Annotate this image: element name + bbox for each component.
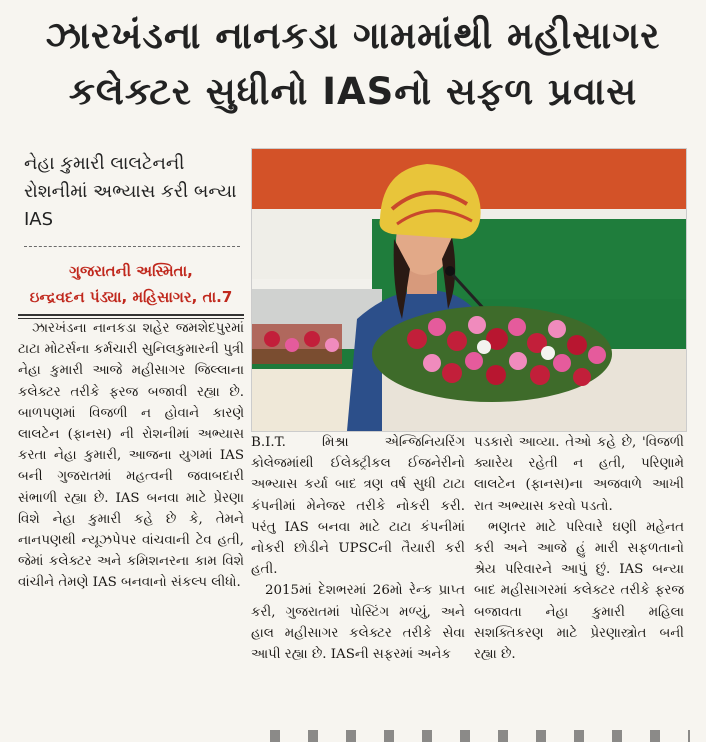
column-3-paragraph-1: પડકારો આવ્યા. તેઓ કહે છે, 'વિજળી ક્યારેય રહેતી ન હતી, પરિણામે લાલટેન (ફાનસ)ના અજવાળે આખી રાત અભ્યાસ કરવો પડતો. bbox=[474, 435, 684, 514]
byline-divider bbox=[18, 314, 244, 316]
article-column-3 bbox=[474, 432, 684, 665]
article-column-2 bbox=[251, 432, 465, 665]
speaker-photo bbox=[251, 148, 687, 432]
article-column-1 bbox=[18, 318, 244, 594]
byline-line-2: ઇન્દ્રવદન પંડ્યા, મહિસાગર, તા.7 bbox=[29, 288, 233, 306]
headline-line-1: ઝારખંડના નાનકડા ગામમાંથી મહીસાગર bbox=[45, 14, 661, 57]
column-2-paragraph-2: 2015માં દેશભરમાં 26મો રેન્ક પ્રાપ્ત કરી, ગુજરાતમાં પોસ્ટિંગ મળ્યું, અને હાલ મહીસાગર કલેક્ટર તરીકે સેવા આપી રહ્યા છે. IASની સફરમાં અનેક bbox=[251, 583, 465, 663]
column-2-paragraph-1: B.I.T. મિશ્રા એન્જિનિયરિંગ કોલેજમાંથી ઈલેક્ટ્રીકલ ઈજનેરીનો અભ્યાસ કર્યા બાદ ત્રણ વર્ષ સુધી ટાટા કંપનીમાં મેનેજર તરીકે નોકરી કરી. પરંતુ IAS બનવા માટે ટાટા કંપનીમાં નોકરી છોડીને UPSCની તૈયારી કરી હતી. bbox=[251, 435, 465, 578]
byline bbox=[18, 258, 244, 310]
deck-subheadline: નેહા કુમારી લાલટેનની રોશનીમાં અભ્યાસ કરી બન્યા IAS bbox=[24, 153, 237, 230]
deck-divider bbox=[24, 246, 240, 247]
headline bbox=[8, 8, 698, 120]
byline-line-1: ગુજરાતની અસ્મિતા, bbox=[69, 262, 193, 280]
headline-line-2: કલેક્ટર સુધીનો IASનો સફળ પ્રવાસ bbox=[68, 70, 638, 113]
column-3-paragraph-2: ભણતર માટે પરિવારે ઘણી મહેનત કરી અને આજે હું મારી સફળતાનો શ્રેય પરિવારને આપું છું. IAS બન્યા બાદ મહીસાગરમાં કલેક્ટર તરીકે ફરજ બજાવતા નેહા કુમારી મહિલા સશક્તિકરણ માટે પ્રેરણાસ્ત્રોત બની રહ્યા છે. bbox=[474, 519, 684, 663]
cropped-next-article-edge bbox=[270, 730, 690, 742]
column-1-text: ઝારખંડના નાનકડા શહેર જમશેદપુરમાં ટાટા મોટર્સના કર્મચારી સુનિલકુમારની પુત્રી નેહા કુમારી આજે મહીસાગર જિલ્લાના કલેક્ટર તરીકે ફરજ બજાવી રહ્યા છે. બાળપણમાં વિજળી ન હોવાને કારણે લાલટેન (ફાનસ) ની રોશનીમાં અભ્યાસ કરતા નેહા કુમારી, આજના યુગમાં IAS બની ગુજરાતમાં મહત્વની જવાબદારી સંભાળી રહ્યા છે. IAS બનવા માટે પ્રેરણા વિશે નેહા કુમારી કહે છે કે, તેમને નાનપણથી ન્યૂઝપેપર વાંચવાની ટેવ હતી, જેમાં કલેક્ટર અને કમિશનરના કામ વિશે વાંચીને તેમણે IAS બનવાનો સંકલ્પ લીધો. bbox=[18, 321, 244, 591]
